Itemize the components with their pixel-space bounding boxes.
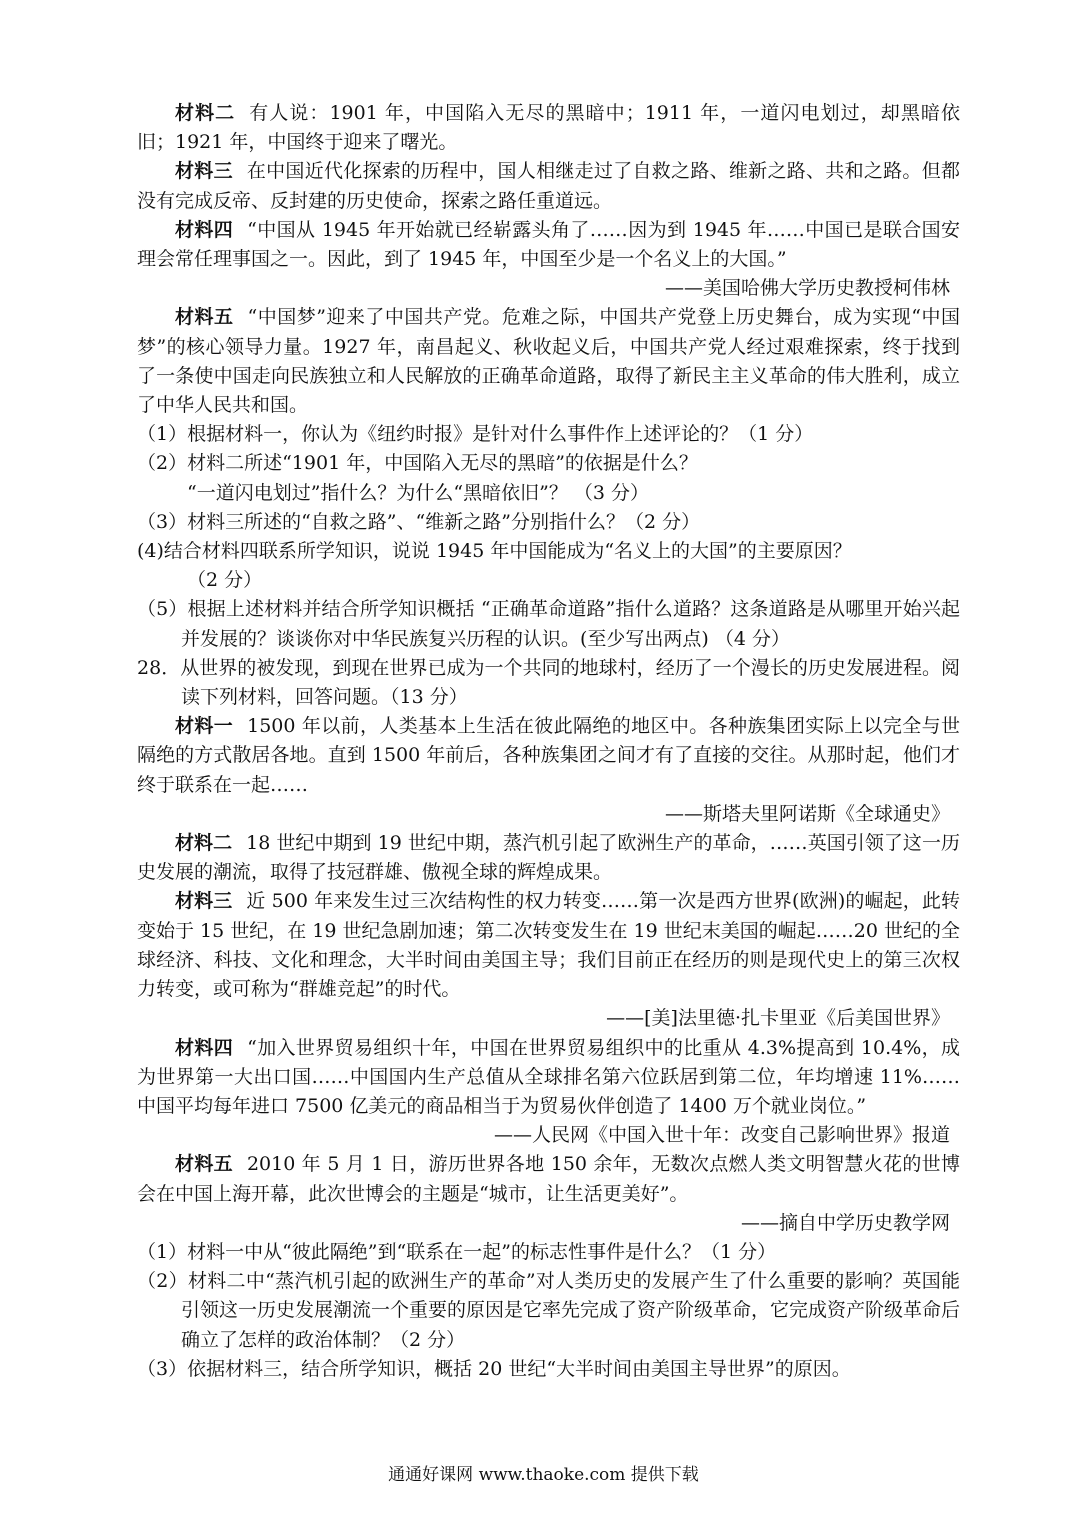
question-item xyxy=(137,449,960,507)
material-text: 1500 年以前，人类基本上生活在彼此隔绝的地区中。各种族集团实际上以完全与世隔绝的方式散居各地。直到 1500 年前后，各种族集团之间才有了直接的交往。从那时起，他们才终于联系在一起…… xyxy=(137,715,960,796)
question-text: （1）根据材料一，你认为《纽约时报》是针对什么事件作上述评论的？（1 分） xyxy=(137,423,814,446)
material-text: 18 世纪中期到 19 世纪中期，蒸汽机引起了欧洲生产的革命，……英国引领了这一历史发展的潮流，取得了技冠群雄、傲视全球的辉煌成果。 xyxy=(137,832,960,884)
question-continuation: “一道闪电划过”指什么？为什么“黑暗依旧”？ （3 分） xyxy=(187,481,650,504)
question-text: （5）根据上述材料并结合所学知识概括 “正确革命道路”指什么道路？这条道路是从哪里开始兴起并发展的？谈谈你对中华民族复兴历程的认识。(至少写出两点) （4 分） xyxy=(137,598,960,650)
source-attribution: ——[美]法里德·扎卡里亚《后美国世界》 xyxy=(606,1007,950,1030)
material-text: 在中国近代化探索的历程中，国人相继走过了自救之路、维新之路、共和之路。但都没有完成反帝、反封建的历史使命，探索之路任重道远。 xyxy=(137,160,960,212)
material-paragraph xyxy=(137,1150,960,1208)
material-text: “中国从 1945 年开始就已经崭露头角了……因为到 1945 年……中国已是联合国安理会常任理事国之一。因此，到了 1945 年，中国至少是一个名义上的大国。” xyxy=(137,218,960,271)
question-text: 28．从世界的被发现，到现在世界已成为一个共同的地球村，经历了一个漫长的历史发展进程。阅读下列材料，回答问题。（13 分） xyxy=(137,656,960,709)
question-item xyxy=(137,1267,960,1355)
material-paragraph xyxy=(137,303,960,420)
material-label: 材料五 xyxy=(175,306,234,329)
question-text: (4)结合材料四联系所学知识，说说 1945 年中国能成为“名义上的大国”的主要原因？ xyxy=(137,540,852,563)
material-label: 材料二 xyxy=(175,102,236,124)
document-body xyxy=(137,99,960,1384)
question-continuation: （2 分） xyxy=(187,569,263,592)
question-item xyxy=(137,595,960,653)
material-paragraph xyxy=(137,887,960,1004)
question-text: （3）依据材料三，结合所学知识，概括 20 世纪“大半时间由美国主导世界”的原因。 xyxy=(137,1357,851,1380)
material-text: 有人说：1901 年，中国陷入无尽的黑暗中；1911 年，一道闪电划过，却黑暗依旧；1921 年，中国终于迎来了曙光。 xyxy=(137,102,960,154)
material-text: 2010 年 5 月 1 日，游历世界各地 150 余年，无数次点燃人类文明智慧火花的世博会在中国上海开幕，此次世博会的主题是“城市，让生活更美好”。 xyxy=(137,1153,960,1205)
material-label: 材料一 xyxy=(175,715,234,738)
material-paragraph xyxy=(137,99,960,157)
material-paragraph xyxy=(137,829,960,887)
source-attribution: ——美国哈佛大学历史教授柯伟林 xyxy=(664,277,950,300)
material-label: 材料四 xyxy=(175,1036,234,1059)
material-paragraph xyxy=(137,1034,960,1122)
material-label: 材料三 xyxy=(175,890,233,913)
question-item xyxy=(137,508,960,537)
page-footer: 通通好课网 www.thaoke.com 提供下载 xyxy=(388,1465,699,1485)
question-item xyxy=(137,537,960,595)
question-text: （2）材料二中“蒸汽机引起的欧洲生产的革命”对人类历史的发展产生了什么重要的影响？英国能引领这一历史发展潮流一个重要的原因是它率先完成了资产阶级革命，它完成资产阶级革命后确立了怎样的政治体制？（2 分） xyxy=(137,1270,961,1351)
material-paragraph xyxy=(137,216,960,274)
material-label: 材料三 xyxy=(175,160,233,183)
question-item xyxy=(137,1238,960,1267)
material-text: 近 500 年来发生过三次结构性的权力转变……第一次是西方世界(欧洲)的崛起，此转变始于 15 世纪，在 19 世纪急剧加速；第二次转变发生在 19 世纪末美国的崛起……20 世纪的全球经济、科技、文化和理念，大半时间由美国主导；我们目前正在经历的则是现代史上的第三次权力转变，或可称为“群雄竞起”的时代。 xyxy=(137,890,960,1001)
material-label: 材料五 xyxy=(175,1153,233,1176)
material-text: “中国梦”迎来了中国共产党。危难之际，中国共产党登上历史舞台，成为实现“中国梦”的核心领导力量。1927 年，南昌起义、秋收起义后，中国共产党人经过艰难探索，终于找到了一条使中国走向民族独立和人民解放的正确革命道路，取得了新民主主义革命的伟大胜利，成立了中华人民共和国。 xyxy=(137,306,960,417)
source-attribution: ——人民网《中国入世十年：改变自己影响世界》报道 xyxy=(493,1124,950,1147)
question-text: （3）材料三所述的“自救之路”、“维新之路”分别指什么？（2 分） xyxy=(137,510,701,533)
material-paragraph xyxy=(137,712,960,800)
material-label: 材料四 xyxy=(175,218,234,241)
source-attribution: ——斯塔夫里阿诺斯《全球通史》 xyxy=(664,802,950,825)
material-label: 材料二 xyxy=(175,832,233,855)
material-paragraph xyxy=(137,157,960,215)
question-item xyxy=(137,420,960,449)
question-text: （2）材料二所述“1901 年，中国陷入无尽的黑暗”的依据是什么？ xyxy=(137,452,698,475)
question-text: （1）材料一中从“彼此隔绝”到“联系在一起”的标志性事件是什么？（1 分） xyxy=(137,1240,777,1263)
question-item xyxy=(137,654,960,712)
source-attribution: ——摘自中学历史教学网 xyxy=(740,1211,950,1234)
material-text: “加入世界贸易组织十年，中国在世界贸易组织中的比重从 4.3%提高到 10.4%，成为世界第一大出口国……中国国内生产总值从全球排名第六位跃居到第二位，年均增速 11%……中国平均每年进口 7500 亿美元的商品相当于为贸易伙伴创造了 1400 万个就业岗位。” xyxy=(137,1036,960,1117)
question-item xyxy=(137,1355,960,1384)
